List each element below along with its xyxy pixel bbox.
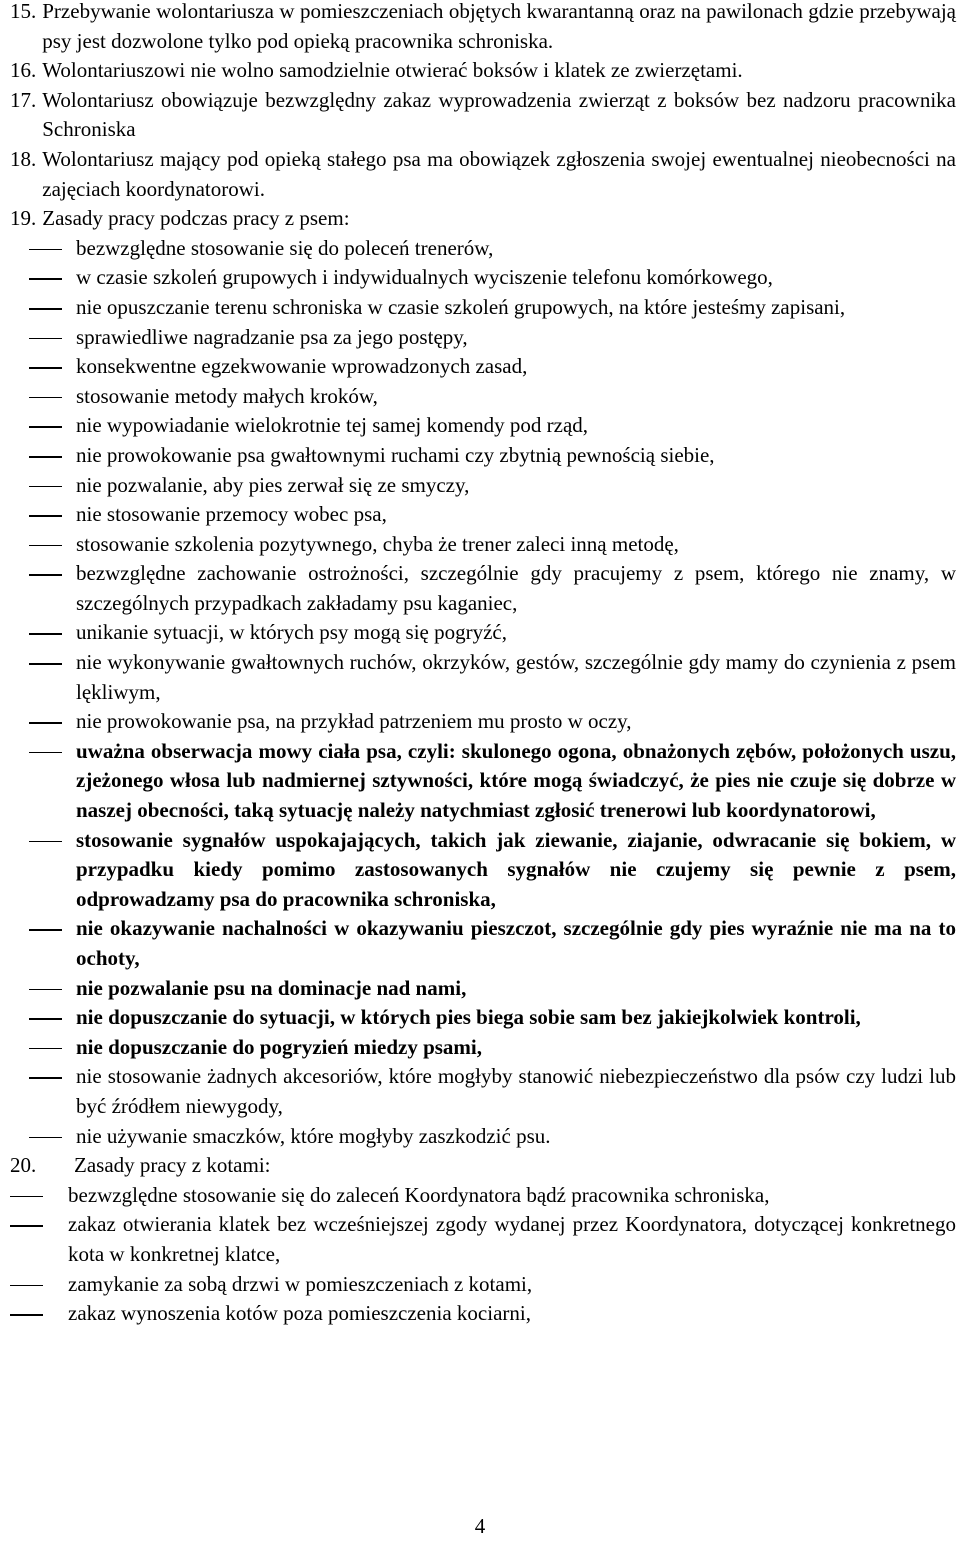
dash-bullet-icon [29,1018,62,1020]
dog-rule-bold: stosowanie sygnałów uspokajających, takich jak ziewanie, ziajanie, odwracanie się bokiem, w przypadku kiedy pomimo zastosowanych sygnałów nie czujemy się pewnie z psem, odprowadzamy psa do pracownika schroniska, [10,826,956,915]
dash-bullet-icon [29,486,62,488]
dash-bullet-icon [29,722,62,724]
cat-rule: zakaz wynoszenia kotów poza pomieszczenia kociarni, [10,1299,956,1329]
dash-bullet-icon [29,1137,62,1139]
dash-bullet-icon [29,752,62,754]
item-text: Wolontariuszowi nie wolno samodzielnie otwierać boksów i klatek ze zwierzętami. [42,58,743,83]
dog-rule: nie wykonywanie gwałtownych ruchów, okrzyków, gestów, szczególnie gdy mamy do czynienia z psem lękliwym, [10,648,956,707]
dog-rule-bold: nie okazywanie nachalności w okazywaniu pieszczot, szczególnie gdy pies wyraźnie nie ma na to ochoty, [10,914,956,973]
dash-bullet-icon [29,1077,62,1079]
dog-rule: w czasie szkoleń grupowych i indywidualnych wyciszenie telefonu komórkowego, [10,263,956,293]
dash-bullet-icon [29,308,62,310]
dash-bullet-icon [29,1048,62,1050]
dog-rule: nie wypowiadanie wielokrotnie tej samej komendy pod rząd, [10,411,956,441]
item-text: Zasady pracy z kotami: [74,1153,271,1178]
cat-rule: bezwzględne stosowanie się do zaleceń Koordynatora bądź pracownika schroniska, [10,1181,956,1211]
dash-bullet-icon [29,278,62,280]
dog-rule-bold: nie dopuszczanie do pogryzień miedzy psami, [10,1033,956,1063]
dash-bullet-icon [10,1285,43,1287]
item-number: 19. [10,206,37,231]
dog-rule: sprawiedliwe nagradzanie psa za jego postępy, [10,323,956,353]
dog-rule: nie używanie smaczków, które mogłyby zaszkodzić psu. [10,1122,956,1152]
dog-rule: bezwzględne zachowanie ostrożności, szczególnie gdy pracujemy z psem, którego nie znamy, w szczególnych przypadkach zakładamy psu kaganiec, [10,559,956,618]
dog-rule: nie pozwalanie, aby pies zerwał się ze smyczy, [10,471,956,501]
dash-bullet-icon [29,456,62,458]
dog-rule-bold: nie dopuszczanie do sytuacji, w których pies biega sobie sam bez jakiejkolwiek kontroli, [10,1003,956,1033]
dog-rule: nie prowokowanie psa, na przykład patrzeniem mu prosto w oczy, [10,707,956,737]
item-text: Wolontariusz mający pod opieką stałego psa ma obowiązek zgłoszenia swojej ewentualnej nieobecności na zajęciach koordynatorowi. [42,146,956,201]
page-number: 4 [474,1514,486,1538]
document-body [10,0,956,1329]
dash-bullet-icon [29,574,62,576]
dog-rule: unikanie sytuacji, w których psy mogą się pogryźć, [10,618,956,648]
dash-bullet-icon [29,663,62,665]
dog-rule: bezwzględne stosowanie się do poleceń trenerów, [10,234,956,264]
cat-rule: zamykanie za sobą drzwi w pomieszczeniach z kotami, [10,1270,956,1300]
dog-rule: nie stosowanie żadnych akcesoriów, które mogłyby stanowić niebezpieczeństwo dla psów czy ludzi lub być źródłem niewygody, [10,1062,956,1121]
dash-bullet-icon [10,1225,43,1227]
item-number: 18. [10,146,37,171]
dash-bullet-icon [29,515,62,517]
cat-rule: zakaz otwierania klatek bez wcześniejszej zgody wydanej przez Koordynatora, dotyczącej konkretnego kota w konkretnej klatce, [10,1210,956,1269]
dash-bullet-icon [29,249,62,251]
dog-rule: stosowanie metody małych kroków, [10,382,956,412]
dog-rule: nie opuszczanie terenu schroniska w czasie szkoleń grupowych, na które jesteśmy zapisani, [10,293,956,323]
list-item-19 [10,204,956,234]
dash-bullet-icon [29,338,62,340]
item-number: 16. [10,58,37,83]
dash-bullet-icon [29,929,62,931]
list-item-16 [10,56,956,86]
dash-bullet-icon [29,367,62,369]
dash-bullet-icon [10,1314,43,1316]
dog-rule-bold: uważna obserwacja mowy ciała psa, czyli: skulonego ogona, obnażonych zębów, położonych uszu, zjeżonego włosa lub nadmiernej sztywności, które mogą świadczyć, że pies nie czuje się dobrze w naszej obecności, taką sytuację należy natychmiast zgłosić trenerowi lub koordynatorowi, [10,737,956,826]
dog-rule: nie stosowanie przemocy wobec psa, [10,500,956,530]
dash-bullet-icon [29,841,62,843]
dash-bullet-icon [29,426,62,428]
dog-rule: nie prowokowanie psa gwałtownymi ruchami czy zbytnią pewnością siebie, [10,441,956,471]
item-number: 17. [10,87,37,112]
item-number: 20. [10,1153,37,1178]
item-number: 15. [10,0,37,23]
item-text: Przebywanie wolontariusza w pomieszczeniach objętych kwarantanną oraz na pawilonach gdzie przebywają psy jest dozwolone tylko pod opieką pracownika schroniska. [42,0,956,53]
item-text: Wolontariusz obowiązuje bezwzględny zakaz wyprowadzenia zwierząt z boksów bez nadzoru pracownika Schroniska [42,87,956,142]
dog-rule: konsekwentne egzekwowanie wprowadzonych zasad, [10,352,956,382]
dash-bullet-icon [29,397,62,399]
list-item-17 [10,86,956,145]
dash-bullet-icon [29,633,62,635]
dash-bullet-icon [29,545,62,547]
dash-bullet-icon [10,1196,43,1198]
dash-bullet-icon [29,989,62,991]
list-item-15 [10,0,956,56]
dog-rule-bold: nie pozwalanie psu na dominacje nad nami, [10,974,956,1004]
list-item-20 [10,1151,956,1181]
item-text: Zasady pracy podczas pracy z psem: [42,206,350,231]
dog-rule: stosowanie szkolenia pozytywnego, chyba że trener zaleci inną metodę, [10,530,956,560]
list-item-18 [10,145,956,204]
